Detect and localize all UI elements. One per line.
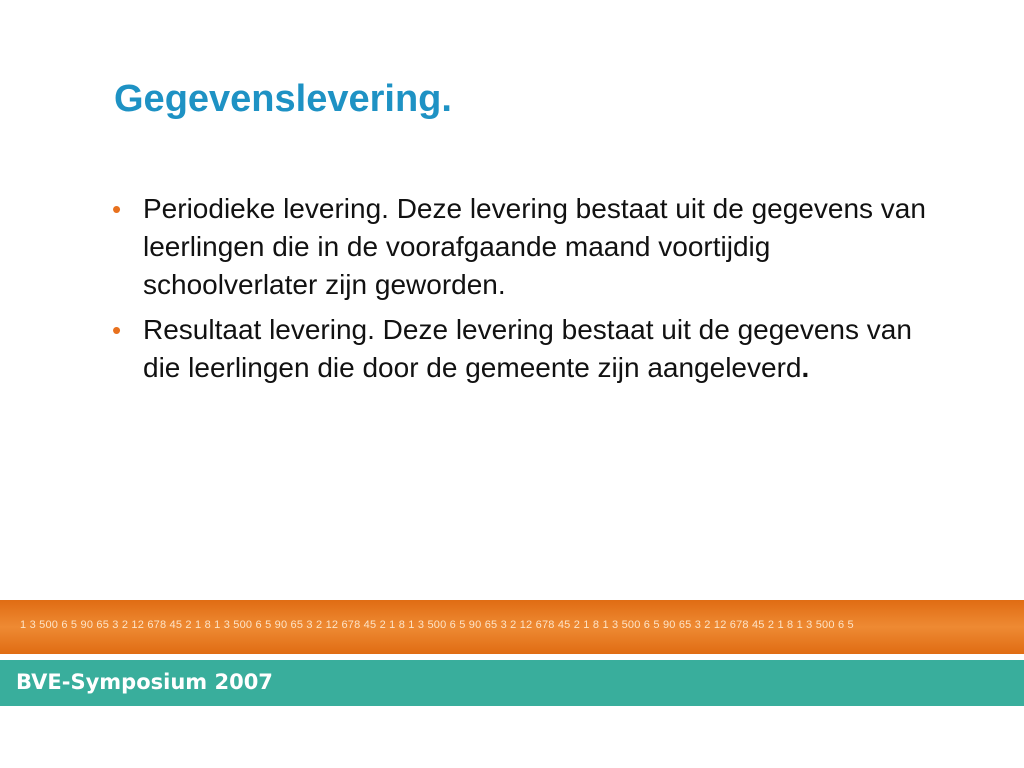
bullet-icon: • bbox=[112, 315, 122, 345]
bullet-ending: . bbox=[801, 352, 810, 383]
bullet-item bbox=[112, 190, 932, 304]
bullet-icon: • bbox=[112, 194, 122, 224]
footer-orange-band bbox=[0, 600, 1024, 654]
bullet-text: Periodieke levering. Deze levering bestaat uit de gegevens van leerlingen die in de voorafgaande maand voortijdig schoolverlater zijn geworden. bbox=[143, 193, 926, 300]
slide-title: Gegevenslevering. bbox=[114, 78, 452, 120]
number-strip: 1 3 500 6 5 90 65 3 2 12 678 45 2 1 8 1 3 500 6 5 90 65 3 2 12 678 45 2 1 8 1 3 500 6 5 90 65 3 2 12 678 45 2 1 8 1 3 500 6 5 90 65 3 2 12 678 45 2 1 8 1 3 500 6 5 bbox=[20, 619, 854, 631]
footer-teal-band bbox=[0, 660, 1024, 706]
bullet-list bbox=[112, 190, 932, 394]
bullet-text: Resultaat levering. Deze levering bestaat uit de gegevens van die leerlingen die door de gemeente zijn aangeleverd bbox=[143, 314, 912, 383]
bullet-item bbox=[112, 311, 932, 387]
footer-label: BVE-Symposium 2007 bbox=[16, 670, 273, 694]
